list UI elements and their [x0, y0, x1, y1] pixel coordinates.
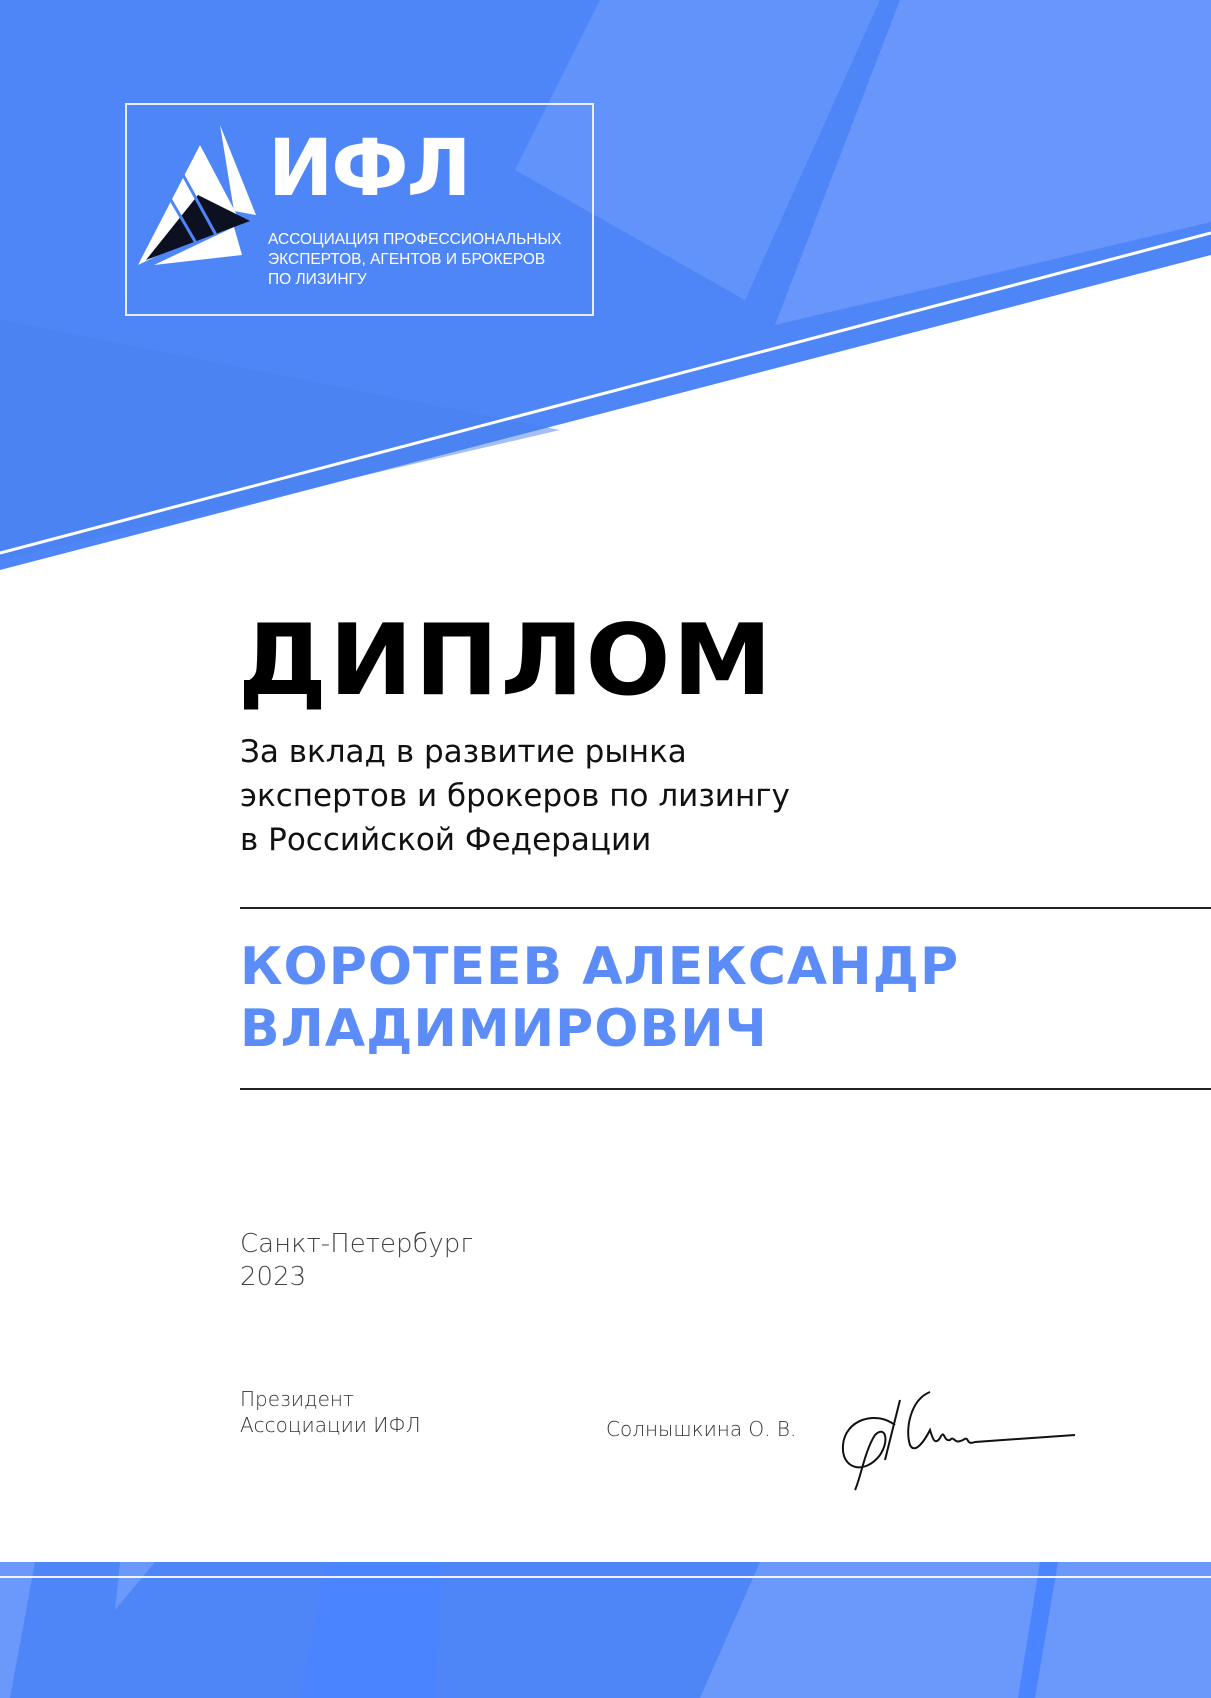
subtitle-line: в Российской Федерации [240, 822, 652, 858]
place-and-year [240, 1228, 473, 1294]
logo-emblem-icon [138, 125, 260, 275]
divider [240, 907, 1211, 909]
position-line: Президент [240, 1387, 354, 1411]
logo-description-line: ПО ЛИЗИНГУ [268, 271, 367, 288]
year: 2023 [240, 1262, 307, 1292]
city: Санкт-Петербург [240, 1229, 474, 1259]
signer-name: Солнышкина О. В. [606, 1417, 797, 1441]
logo-description-line: АССОЦИАЦИЯ ПРОФЕССИОНАЛЬНЫХ [268, 231, 562, 248]
diploma-title: ДИПЛОМ [238, 604, 775, 718]
logo-description [268, 230, 562, 290]
logo-description-line: ЭКСПЕРТОВ, АГЕНТОВ И БРОКЕРОВ [268, 251, 546, 268]
position-line: Ассоциации ИФЛ [240, 1413, 421, 1437]
signature-icon [835, 1380, 1080, 1495]
diploma-subtitle [240, 730, 790, 862]
footer-facet-light [700, 1562, 1211, 1698]
recipient-name-line: ВЛАДИМИРОВИЧ [240, 999, 768, 1059]
recipient-name-line: КОРОТЕЕВ АЛЕКСАНДР [240, 937, 960, 997]
signer-position [240, 1386, 421, 1438]
subtitle-line: За вклад в развитие рынка [240, 734, 687, 770]
logo-abbreviation: ИФЛ [268, 124, 470, 214]
footer-stripe [0, 1576, 1211, 1578]
recipient-name [240, 936, 959, 1060]
subtitle-line: экспертов и брокеров по лизингу [240, 778, 790, 814]
divider [240, 1088, 1211, 1090]
